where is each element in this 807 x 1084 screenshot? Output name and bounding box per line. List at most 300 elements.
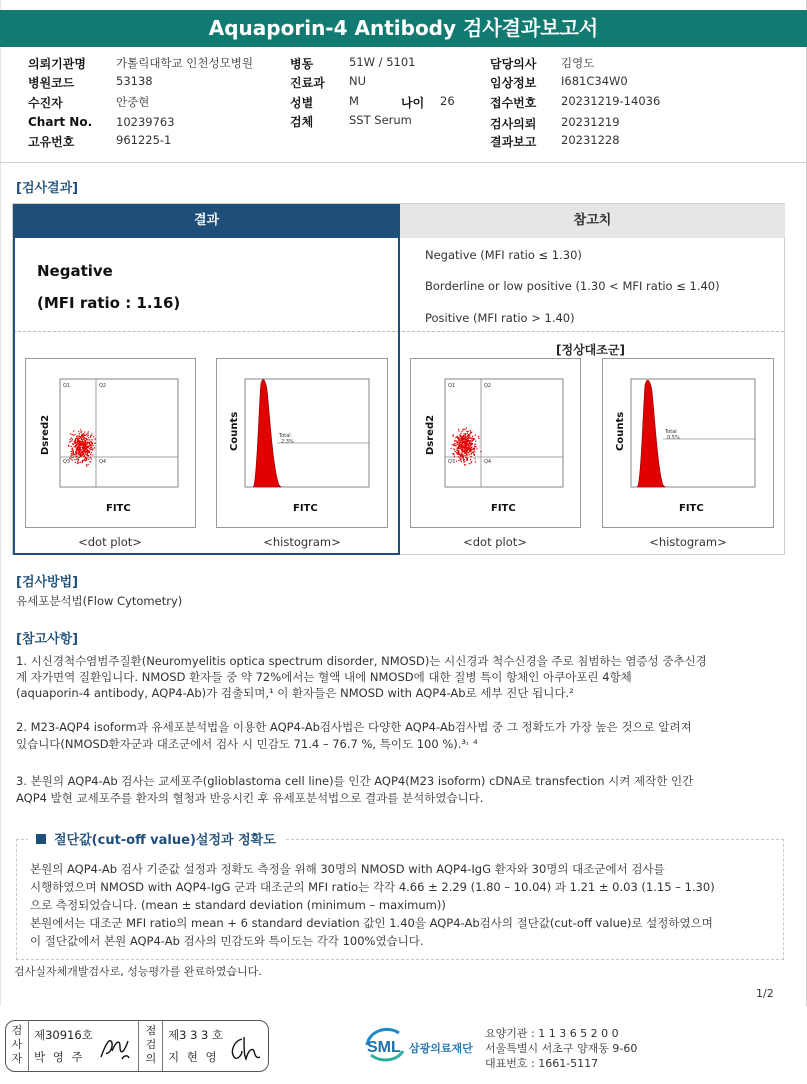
info-label-doctor: 담당의사	[490, 57, 537, 71]
scatter-dot	[82, 452, 83, 453]
scatter-dot	[79, 436, 80, 437]
scatter-dot	[79, 438, 80, 439]
scatter-dot	[92, 442, 93, 443]
reviewer-label: 점검의	[145, 1024, 157, 1065]
scatter-dot	[453, 444, 454, 445]
dot-plot-svg	[26, 359, 195, 527]
scatter-dot	[85, 452, 86, 453]
scatter-dot	[86, 465, 87, 466]
logo-text: SML	[367, 1039, 401, 1056]
scatter-dot	[465, 443, 466, 444]
scatter-dot	[75, 439, 76, 440]
scatter-dot	[464, 451, 465, 452]
scatter-dot	[461, 447, 462, 448]
note-2-line-1: 2. M23-AQP4 isoform과 유세포분석법을 이용한 AQP4-Ab검사법은 다양한 AQP4-Ab검사법 중 그 정확도가 가장 높은 것으로 알려져	[16, 720, 692, 734]
scatter-dot	[462, 439, 463, 440]
gate-label: Total	[665, 429, 677, 435]
scatter-dot	[70, 439, 71, 440]
scatter-dot	[466, 457, 467, 458]
scatter-dot	[74, 459, 75, 460]
scatter-dot	[90, 436, 91, 437]
scatter-dot	[81, 445, 82, 446]
scatter-dot	[470, 438, 471, 439]
scatter-dot	[71, 440, 72, 441]
scatter-dot	[458, 429, 459, 430]
control-histogram	[602, 358, 774, 528]
scatter-dot	[456, 452, 457, 453]
y-axis-label: Counts	[615, 411, 626, 451]
dot-plot-caption: <dot plot>	[78, 535, 142, 549]
scatter-dot	[83, 444, 84, 445]
note-1-line-1: 1. 시신경척수염범주질환(Neuromyelitis optica spectrum disorder, NMOSD)는 시신경과 척수신경을 주로 침범하는 염증성 중추신경	[16, 654, 707, 668]
page-number: 1/2	[756, 987, 774, 1000]
reviewer-license-no: 제3 3 3 호	[168, 1028, 224, 1042]
x-axis-label: FITC	[679, 503, 704, 514]
scatter-dot	[86, 434, 87, 435]
x-axis-label: FITC	[293, 503, 318, 514]
histogram-svg	[603, 359, 773, 527]
section-title-results: [검사결과]	[16, 181, 79, 196]
info-value-receipt-no: 20231219-14036	[561, 94, 661, 108]
sml-logo	[365, 1025, 485, 1065]
scatter-dot	[475, 461, 476, 462]
scatter-dot	[458, 441, 459, 442]
scatter-dot	[467, 435, 468, 436]
note-3-line-1: 3. 본원의 AQP4-Ab 검사는 교세포주(glioblastoma cell line)를 인간 AQP4(M23 isoform) cDNA로 transfection 시켜 제작한 인간	[16, 774, 694, 788]
scatter-dot	[454, 456, 455, 457]
scatter-dot	[463, 442, 464, 443]
note-1-line-3: (aquaporin-4 antibody, AQP4-Ab)가 검출되며,¹ 이 환자들은 NMOSD with AQP4-Ab로 세부 진단 됩니다.²	[16, 686, 574, 700]
gate-percent: 2.3%	[281, 439, 294, 445]
scatter-dot	[70, 433, 71, 434]
scatter-dot	[461, 456, 462, 457]
scatter-dot	[85, 457, 86, 458]
scatter-dot	[461, 446, 462, 447]
note-3-line-2: AQP4 발현 교세포주를 환자의 혈청과 반응시킨 후 유세포분석법으로 결과를 분석하였습니다.	[16, 791, 484, 805]
histogram-peak	[637, 380, 665, 487]
scatter-dot	[72, 457, 73, 458]
scatter-dot	[468, 445, 469, 446]
scatter-dot	[459, 442, 460, 443]
scatter-dot	[86, 446, 87, 447]
scatter-dot	[466, 454, 467, 455]
scatter-dot	[463, 444, 464, 445]
info-label-department: 진료과	[290, 76, 325, 90]
scatter-dot	[471, 432, 472, 433]
scatter-dot	[461, 431, 462, 432]
divider	[28, 1021, 29, 1071]
org-phone: 대표번호 : 1661-5117	[485, 1057, 599, 1070]
info-value-institution: 가톨릭대학교 인천성모병원	[116, 56, 253, 70]
scatter-dot	[470, 444, 471, 445]
scatter-dot	[467, 459, 468, 460]
scatter-dot	[76, 453, 77, 454]
scatter-dot	[73, 444, 74, 445]
patient-dot-plot	[25, 358, 196, 528]
patient-histogram	[216, 358, 388, 528]
scatter-dot	[80, 453, 81, 454]
scatter-dot	[78, 448, 79, 449]
scatter-dot	[74, 454, 75, 455]
scatter-dot	[73, 451, 74, 452]
x-axis-label: FITC	[106, 503, 131, 514]
scatter-dot	[71, 453, 72, 454]
scatter-dot	[475, 435, 476, 436]
reviewer-name: 지 현 영	[168, 1050, 219, 1064]
info-label-ward: 병동	[290, 57, 314, 71]
scatter-dot	[75, 462, 76, 463]
scatter-dot	[460, 435, 461, 436]
histogram-caption: <histogram>	[649, 535, 727, 549]
scatter-dot	[76, 448, 77, 449]
scatter-dot	[79, 441, 80, 442]
scatter-dot	[466, 445, 467, 446]
info-value-unique-no: 961225-1	[116, 133, 172, 147]
scatter-dot	[77, 438, 78, 439]
scatter-dot	[72, 449, 73, 450]
scatter-dot	[91, 449, 92, 450]
section-title-notes: [참고사항]	[16, 632, 79, 647]
scatter-dot	[84, 451, 85, 452]
scatter-dot	[461, 452, 462, 453]
scatter-dot	[467, 455, 468, 456]
scatter-dot	[472, 443, 473, 444]
scatter-dot	[72, 434, 73, 435]
note-1-line-2: 계 자가면역 질환입니다. NMOSD 환자들 중 약 72%에서는 혈액 내에 NMOSD에 대한 질병 특이 항체인 아쿠아포린 4항체	[16, 670, 632, 684]
scatter-dot	[93, 445, 94, 446]
note-2-line-2: 있습니다(NMOSD환자군과 대조군에서 검사 시 민감도 71.4 – 76.7 %, 특이도 100 %).³˒ ⁴	[16, 737, 478, 751]
info-label-specimen: 검체	[290, 115, 314, 129]
cutoff-line: 본원의 AQP4-Ab 검사 기준값 설정과 정확도 측정을 위해 30명의 NMOSD with AQP4-IgG 환자와 30명의 대조군에서 검사를	[30, 862, 665, 876]
scatter-dot	[91, 447, 92, 448]
scatter-dot	[453, 436, 454, 437]
x-axis-label: FITC	[491, 503, 516, 514]
cutoff-line: 으로 측정되었습니다. (mean ± standard deviation (minimum – maximum))	[30, 898, 446, 912]
scatter-dot	[461, 437, 462, 438]
scatter-dot	[466, 441, 467, 442]
scatter-dot	[460, 455, 461, 456]
scatter-dot	[91, 458, 92, 459]
scatter-dot	[81, 439, 82, 440]
info-value-clinical-info: I681C34W0	[561, 74, 628, 88]
scatter-dot	[463, 459, 464, 460]
info-value-age: 26	[440, 94, 455, 108]
scatter-dot	[453, 453, 454, 454]
cutoff-title	[28, 829, 284, 848]
scatter-dot	[81, 455, 82, 456]
plot-frame	[445, 379, 563, 487]
scatter-dot	[476, 448, 477, 449]
scatter-dot	[473, 438, 474, 439]
scatter-dot	[84, 432, 85, 433]
scatter-dot	[84, 458, 85, 459]
scatter-dot	[466, 428, 467, 429]
gate-label: Total	[279, 433, 291, 439]
divider	[0, 162, 807, 163]
scatter-dot	[84, 455, 85, 456]
scatter-dot	[469, 454, 470, 455]
scatter-dot	[83, 460, 84, 461]
scatter-dot	[474, 454, 475, 455]
inspector-name: 박 영 주	[34, 1050, 85, 1064]
scatter-dot	[76, 456, 77, 457]
scatter-dot	[464, 438, 465, 439]
info-label-clinical-info: 임상정보	[490, 76, 537, 90]
scatter-dot	[467, 433, 468, 434]
y-axis-label: Counts	[229, 411, 240, 451]
scatter-dot	[82, 434, 83, 435]
info-label-unique-no: 고유번호	[28, 135, 75, 149]
scatter-dot	[453, 434, 454, 435]
scatter-dot	[457, 436, 458, 437]
scatter-dot	[85, 443, 86, 444]
scatter-dot	[83, 439, 84, 440]
scatter-dot	[87, 449, 88, 450]
scatter-dot	[464, 448, 465, 449]
scatter-dot	[86, 438, 87, 439]
signature-stroke	[232, 1037, 260, 1059]
scatter-dot	[81, 444, 82, 445]
scatter-dot	[463, 456, 464, 457]
scatter-dot	[76, 450, 77, 451]
gate-percent: 0.5%	[667, 435, 680, 441]
quadrant-label: Q2	[484, 383, 492, 389]
quadrant-label: Q4	[99, 459, 107, 465]
quadrant-label: Q4	[484, 459, 492, 465]
reference-negative: Negative (MFI ratio ≤ 1.30)	[425, 248, 582, 262]
scatter-dot	[78, 431, 79, 432]
scatter-dot	[83, 453, 84, 454]
info-value-request-date: 20231219	[561, 115, 620, 129]
scatter-dot	[78, 454, 79, 455]
info-label-hospital-code: 병원코드	[28, 76, 75, 90]
info-label-report-date: 결과보고	[490, 135, 537, 149]
scatter-dot	[454, 441, 455, 442]
scatter-dot	[460, 458, 461, 459]
scatter-dot	[92, 448, 93, 449]
info-label-institution: 의뢰기관명	[28, 57, 86, 71]
cutoff-title-text: 절단값(cut-off value)설정과 정확도	[54, 833, 276, 848]
info-value-ward: 51W / 5101	[349, 55, 416, 69]
scatter-dot	[78, 459, 79, 460]
scatter-dot	[464, 452, 465, 453]
scatter-dot	[71, 451, 72, 452]
scatter-dot	[463, 447, 464, 448]
scatter-dot	[88, 459, 89, 460]
scatter-dot	[79, 450, 80, 451]
scatter-dot	[458, 454, 459, 455]
dot-cloud	[451, 428, 482, 466]
scatter-dot	[462, 449, 463, 450]
footer-note: 검사실자체개발검사로, 성능평가를 완료하였습니다.	[14, 965, 262, 978]
scatter-dot	[79, 451, 80, 452]
scatter-dot	[460, 433, 461, 434]
inspector-license-no: 제30916호	[34, 1028, 93, 1042]
scatter-dot	[458, 431, 459, 432]
scatter-dot	[455, 451, 456, 452]
scatter-dot	[80, 462, 81, 463]
quadrant-label: Q3	[63, 459, 71, 465]
scatter-dot	[78, 462, 79, 463]
scatter-dot	[87, 433, 88, 434]
scatter-dot	[468, 446, 469, 447]
scatter-dot	[80, 432, 81, 433]
scatter-dot	[78, 439, 79, 440]
cutoff-text	[30, 860, 778, 950]
scatter-dot	[89, 448, 90, 449]
scatter-dot	[458, 460, 459, 461]
scatter-dot	[457, 442, 458, 443]
scatter-dot	[465, 440, 466, 441]
scatter-dot	[92, 449, 93, 450]
scatter-dot	[469, 463, 470, 464]
scatter-dot	[76, 442, 77, 443]
divider	[138, 1021, 139, 1071]
scatter-dot	[463, 436, 464, 437]
scatter-dot	[467, 439, 468, 440]
scatter-dot	[73, 430, 74, 431]
scatter-dot	[82, 448, 83, 449]
scatter-dot	[471, 453, 472, 454]
y-axis-label: Dsred2	[425, 414, 436, 455]
scatter-dot	[86, 450, 87, 451]
scatter-dot	[91, 439, 92, 440]
scatter-dot	[462, 451, 463, 452]
scatter-dot	[472, 436, 473, 437]
scatter-dot	[465, 446, 466, 447]
org-info	[485, 1026, 637, 1071]
scatter-dot	[80, 448, 81, 449]
scatter-dot	[471, 456, 472, 457]
scatter-dot	[459, 448, 460, 449]
signature-stroke	[101, 1041, 129, 1059]
result-header: 결과	[13, 204, 400, 238]
scatter-dot	[75, 441, 76, 442]
org-name: 삼광의료재단	[409, 1042, 473, 1055]
scatter-dot	[91, 444, 92, 445]
scatter-dot	[82, 442, 83, 443]
scatter-dot	[463, 433, 464, 434]
scatter-dot	[461, 454, 462, 455]
scatter-dot	[457, 447, 458, 448]
scatter-dot	[462, 429, 463, 430]
scatter-dot	[73, 453, 74, 454]
info-value-hospital-code: 53138	[116, 74, 153, 88]
scatter-dot	[468, 437, 469, 438]
scatter-dot	[460, 459, 461, 460]
scatter-dot	[456, 461, 457, 462]
scatter-dot	[471, 462, 472, 463]
cutoff-line: 본원에서는 대조군 MFI ratio의 mean + 6 standard deviation 값인 1.40을 AQP4-Ab검사의 절단값(cut-off value)로 설정하였으며	[30, 916, 713, 930]
scatter-dot	[88, 464, 89, 465]
scatter-dot	[88, 455, 89, 456]
scatter-dot	[89, 439, 90, 440]
control-title: [정상대조군]	[556, 343, 625, 357]
result-mfi-ratio: (MFI ratio : 1.16)	[37, 294, 181, 312]
scatter-dot	[455, 437, 456, 438]
scatter-dot	[465, 429, 466, 430]
info-value-chart-no: 10239763	[116, 115, 175, 129]
dot-cloud	[68, 429, 96, 466]
scatter-dot	[468, 438, 469, 439]
scatter-dot	[89, 451, 90, 452]
scatter-dot	[85, 453, 86, 454]
scatter-dot	[73, 435, 74, 436]
scatter-dot	[91, 435, 92, 436]
scatter-dot	[468, 440, 469, 441]
scatter-dot	[72, 439, 73, 440]
scatter-dot	[475, 444, 476, 445]
cutoff-line: 시행하였으며 NMOSD with AQP4-IgG 군과 대조군의 MFI ratio는 각각 4.66 ± 2.29 (1.80 – 10.04) 과 1.21 ± 0.03 (1.15 – 1.30)	[30, 880, 715, 894]
scatter-dot	[471, 449, 472, 450]
scatter-dot	[87, 443, 88, 444]
info-label-age: 나이	[401, 96, 425, 110]
scatter-dot	[71, 438, 72, 439]
patient-info	[28, 55, 788, 151]
scatter-dot	[469, 443, 470, 444]
scatter-dot	[457, 444, 458, 445]
scatter-dot	[475, 441, 476, 442]
scatter-dot	[78, 452, 79, 453]
scatter-dot	[84, 440, 85, 441]
scatter-dot	[82, 435, 83, 436]
scatter-dot	[78, 444, 79, 445]
scatter-dot	[461, 444, 462, 445]
info-value-sex: M	[349, 94, 359, 108]
scatter-dot	[77, 461, 78, 462]
scatter-dot	[90, 454, 91, 455]
scatter-dot	[84, 438, 85, 439]
scatter-dot	[464, 464, 465, 465]
scatter-dot	[466, 448, 467, 449]
info-label-chart-no: Chart No.	[28, 115, 93, 129]
scatter-dot	[83, 433, 84, 434]
scatter-dot	[451, 448, 452, 449]
section-title-method: [검사방법]	[16, 575, 79, 590]
scatter-dot	[461, 461, 462, 462]
scatter-dot	[460, 441, 461, 442]
scatter-dot	[86, 464, 87, 465]
scatter-dot	[88, 439, 89, 440]
scatter-dot	[471, 438, 472, 439]
scatter-dot	[78, 446, 79, 447]
reference-header: 참고치	[400, 204, 785, 238]
scatter-dot	[458, 440, 459, 441]
scatter-dot	[456, 440, 457, 441]
scatter-dot	[79, 457, 80, 458]
scatter-dot	[75, 445, 76, 446]
scatter-dot	[464, 455, 465, 456]
scatter-dot	[466, 437, 467, 438]
quadrant-label: Q1	[63, 383, 71, 389]
report-title: Aquaporin-4 Antibody 검사결과보고서	[0, 10, 807, 47]
scatter-dot	[460, 446, 461, 447]
method-text: 유세포분석법(Flow Cytometry)	[16, 594, 183, 608]
scatter-dot	[469, 435, 470, 436]
scatter-dot	[88, 435, 89, 436]
scatter-dot	[77, 449, 78, 450]
signature-box	[5, 1020, 269, 1072]
scatter-dot	[88, 431, 89, 432]
result-value: Negative	[37, 262, 113, 280]
info-label-request-date: 검사의뢰	[490, 117, 537, 131]
scatter-dot	[459, 457, 460, 458]
scatter-dot	[87, 435, 88, 436]
scatter-dot	[456, 445, 457, 446]
reference-borderline: Borderline or low positive (1.30 < MFI ratio ≤ 1.40)	[425, 279, 720, 293]
scatter-dot	[73, 452, 74, 453]
scatter-dot	[81, 438, 82, 439]
